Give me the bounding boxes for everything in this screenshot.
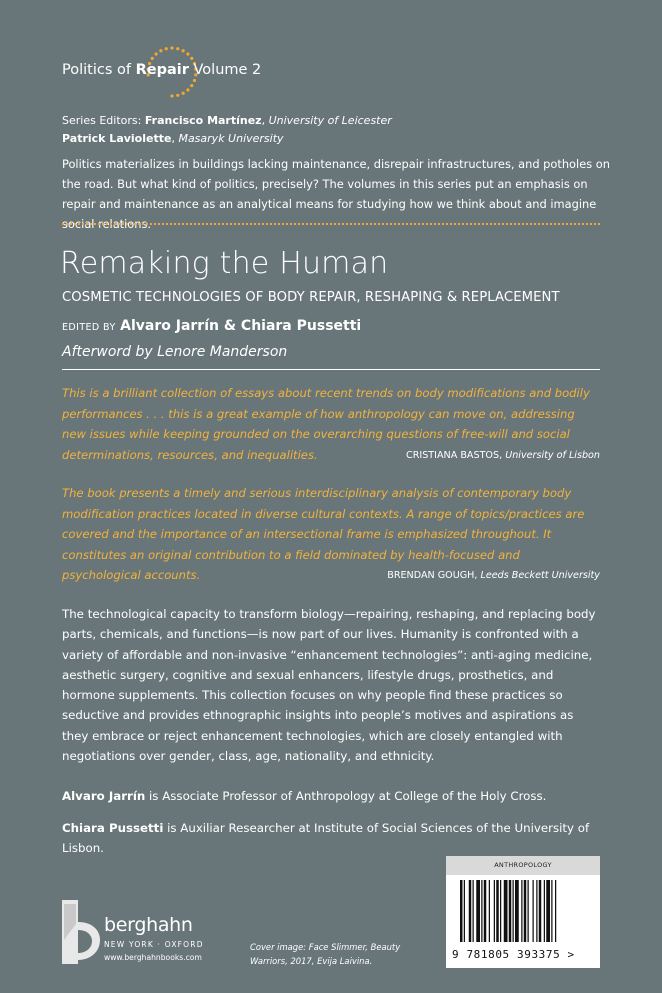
cover-credit-rest: 2017, Evija Laivina. [290, 956, 373, 966]
publisher-url[interactable]: www.berghahnbooks.com [104, 953, 202, 962]
series-prefix: Politics of [62, 62, 131, 78]
endorsement-quote [62, 483, 600, 587]
book-editors [62, 318, 361, 334]
dotted-divider [62, 223, 600, 225]
quote-attribution [406, 446, 600, 467]
quote-affiliation: University of Lisbon [505, 449, 600, 461]
series-editor-1-name: Francisco Martínez [144, 114, 262, 127]
cover-image-credit [250, 940, 420, 968]
bio-text: is Auxiliar Researcher at Institute of Social Sciences of the University of Lisbon. [62, 821, 590, 856]
quote-author: CRISTIANA BASTOS, [406, 449, 503, 461]
book-title: Remaking the Human [60, 246, 389, 281]
title-divider [62, 369, 600, 370]
bio-name: Chiara Pussetti [62, 821, 164, 835]
editors-names: Alvaro Jarrín & Chiara Pussetti [120, 318, 362, 334]
bio-name: Alvaro Jarrín [62, 789, 146, 803]
edited-by-label: EDITED BY [62, 322, 116, 333]
editor-bio [62, 786, 602, 806]
series-editor-1-affiliation: University of Leicester [268, 114, 392, 127]
cover-credit-title: Beauty Warriors, [250, 942, 401, 966]
endorsement-quote [62, 383, 600, 466]
isbn-number: 9 781805 393375 > [452, 948, 575, 961]
series-editors: Series Editors: Francisco Martínez, University of Leicester Patrick Laviolette, Masaryk University [62, 114, 392, 145]
quote-attribution [387, 566, 600, 587]
series-editors-label: Series Editors: [62, 114, 142, 127]
book-subtitle: COSMETIC TECHNOLOGIES OF BODY REPAIR, RESHAPING & REPLACEMENT [62, 290, 560, 305]
series-repair-word: Repair [135, 62, 189, 78]
quote-affiliation: Leeds Beckett University [480, 570, 600, 581]
bio-text: is Associate Professor of Anthropology at College of the Holy Cross. [149, 789, 547, 803]
series-volume: Volume 2 [193, 62, 262, 78]
barcode-category: ANTHROPOLOGY [446, 856, 600, 875]
book-description: The technological capacity to transform biology—repairing, reshaping, and replacing body parts, chemicals, and functions—is now part of our lives. Humanity is confronted with a variety of affordable and non-invasive “enhancement technologies”: anti-aging medicine, aesthetic surgery, cognitive and sexual enhancers, lifestyle drugs, prosthetics, and hormone supplements. This collection focuses on why people find these practices so seductive and provides ethnographic insights into people’s motives and aspirations as they embrace or reject enhancement technologies, which are closely entangled with negotiations over gender, class, age, nationality, and ethnicity. [62, 607, 596, 764]
isbn-barcode [446, 856, 600, 968]
quote-author: BRENDAN GOUGH, [387, 570, 478, 581]
series-editor-2-affiliation: Masaryk University [178, 132, 284, 145]
publisher-name: berghahn [104, 914, 193, 936]
quote-text: This is a brilliant collection of essays about recent trends on body modifications and bodily performances . . . this is a great example of how anthropology can move on, addressing new issues while keeping grounded on the overarching questions of free-will and social determinations, resources, and inequalities. [62, 386, 590, 462]
series-editor-2-name: Patrick Laviolette [62, 132, 172, 145]
berghahn-logo-icon [62, 900, 100, 964]
cover-credit-label: Cover image: Face Slimmer, [250, 942, 368, 952]
series-description: Politics materializes in buildings lacking maintenance, disrepair infrastructures, and potholes on the road. But what kind of politics, precisely? The volumes in this series put an emphasis on repair and maintenance as an analytical means for studying how we think about and imagine social relations. [62, 157, 610, 231]
afterword-credit: Afterword by Lenore Manderson [62, 344, 288, 360]
editor-bio [62, 818, 602, 859]
quote-text: The book presents a timely and serious interdisciplinary analysis of contemporary body modification practices located in diverse cultural contexts. A range of topics/practices are covered and the importance of an intersectional frame is emphasized throughout. It constitutes an original contribution to a field dominated by health-focused and psychological accounts. [62, 486, 585, 582]
barcode-bars-icon [460, 880, 588, 952]
series-title [62, 62, 261, 78]
publisher-places: NEW YORK · OXFORD [104, 940, 204, 949]
